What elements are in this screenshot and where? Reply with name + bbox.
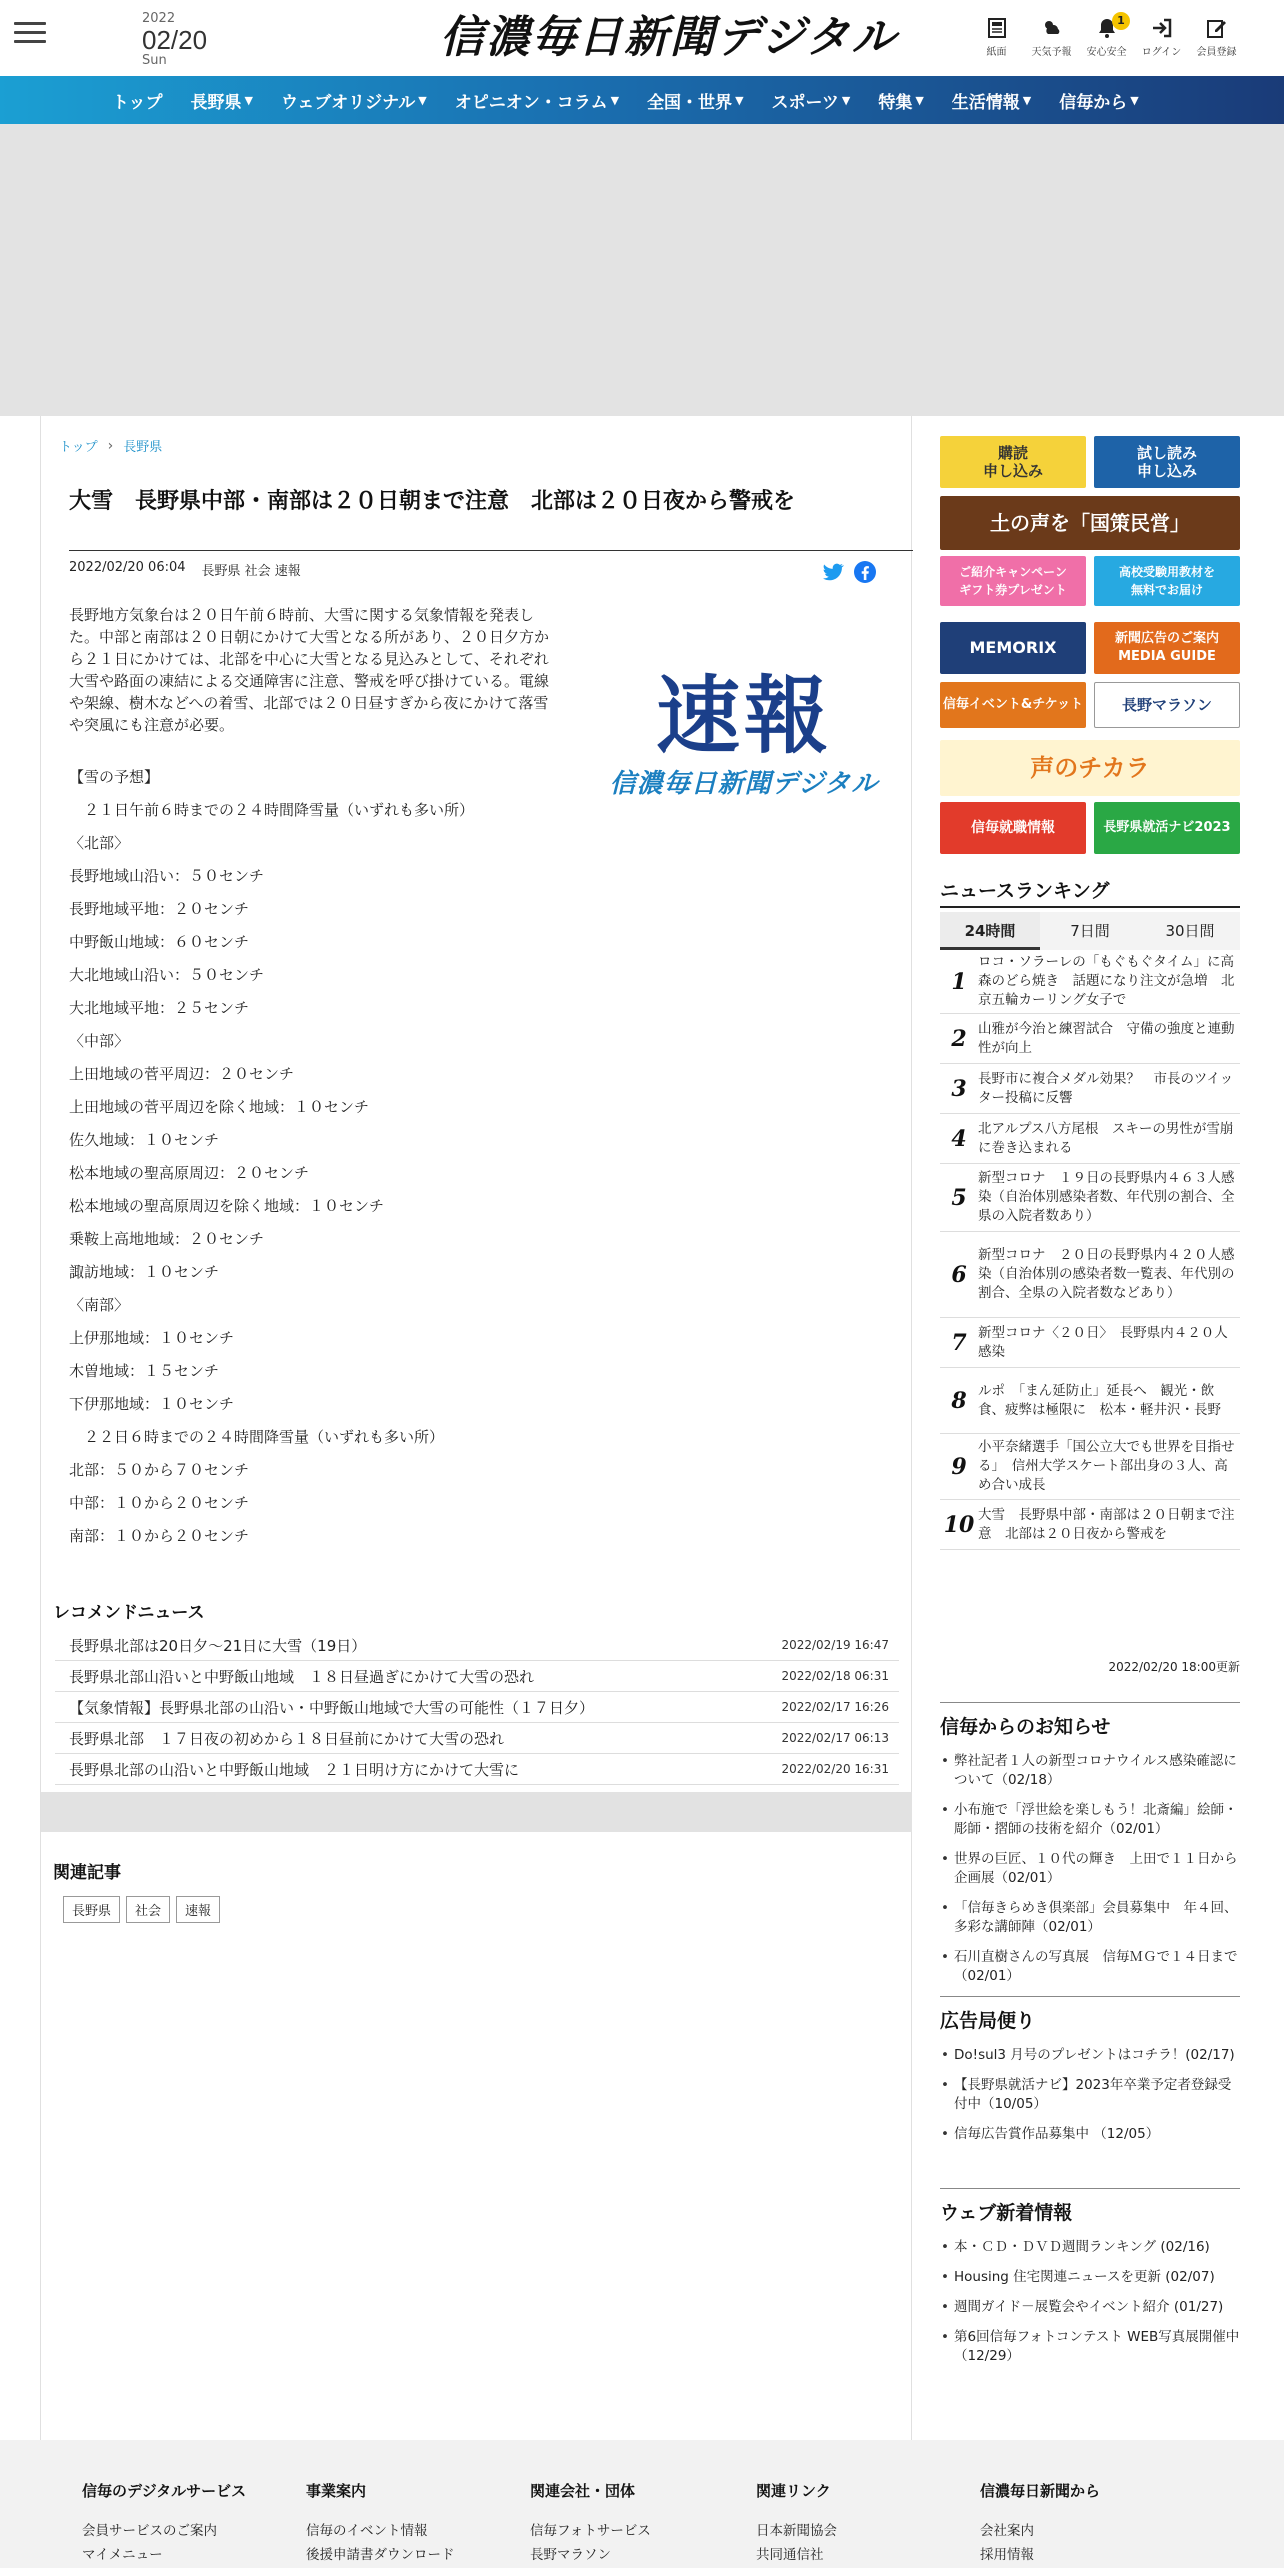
banner-label: 長野マラソン (1121, 696, 1212, 714)
header-icon-label: 天気予報 (1031, 47, 1072, 58)
article-line: 南部：１０から２０センチ (69, 1527, 250, 1545)
ranking-title: 北アルプス八方尾根 スキーの男性が雪崩に巻き込まれる (978, 1120, 1234, 1156)
recommend-item-date: 2022/02/20 16:31 (781, 1762, 889, 1776)
date-weekday: Sun (142, 53, 167, 68)
ranking-number: 4 (951, 1125, 967, 1152)
article-line: 上田地域の菅平周辺：２０センチ (69, 1065, 295, 1083)
banner-label: 信毎イベント&チケット (942, 697, 1084, 712)
footer-link[interactable]: 採用情報 (980, 2547, 1034, 2563)
ranking-item[interactable] (940, 1114, 1240, 1164)
notice-item[interactable]: • 弊社記者１人の新型コロナウイルス感染確認について（02/18） (940, 1752, 1240, 1790)
nav-item-label: 信毎から (1059, 92, 1128, 113)
article-line: 佐久地域：１０センチ (69, 1131, 220, 1149)
ranking-title: ロコ・ソラーレの「もぐもぐタイム」に高森のどら焼き 話題になり注文が急増 北京五輪カーリング女子で (978, 954, 1235, 1008)
ranking-number: 3 (951, 1075, 967, 1102)
breadcrumb-home[interactable]: トップ (59, 440, 98, 455)
banner-label: 信毎就職情報 (971, 820, 1055, 836)
article-body (69, 761, 889, 1553)
banner-label: 長野県就活ナビ2023 (1103, 820, 1231, 835)
caret-down-icon: ▼ (841, 93, 851, 107)
notice-item[interactable]: • 「信毎きらめき倶楽部」会員募集中 年４回、多彩な講師陣（02/01） (940, 1899, 1240, 1937)
webnew-item[interactable]: • Housing 住宅関連ニュースを更新 (02/07) (940, 2268, 1240, 2287)
date-year: 2022 (142, 11, 176, 26)
ranking-item[interactable] (940, 1318, 1240, 1368)
register-icon (1205, 16, 1229, 40)
header-icon-label: 会員登録 (1196, 47, 1237, 58)
ranking-title: 新型コロナ ２０日の長野県内４２０人感染（自治体別の感染者数一覧表、年代別の割合、全県の入院者数などあり） (978, 1247, 1235, 1301)
article-line: 〈南部〉 (69, 1296, 130, 1314)
banner-label: 試し読み 申し込み (1136, 444, 1197, 480)
header-icon-label: 紙面 (986, 47, 1007, 58)
recommend-item[interactable] (55, 1692, 899, 1723)
footer-column-title: 関連会社・団体 (530, 2482, 636, 2500)
nav-item-from-shinmai[interactable] (1059, 88, 1138, 113)
banner-memorix[interactable] (940, 622, 1086, 674)
ranking-heading: ニュースランキング (940, 880, 1110, 902)
banner-tsuchi-no-koe[interactable] (940, 496, 1240, 550)
ads-item[interactable]: • 信毎広告賞作品募集中 （12/05） (940, 2125, 1240, 2144)
recommend-item-date: 2022/02/17 16:26 (781, 1700, 889, 1714)
header-weather-link[interactable] (1024, 16, 1079, 58)
recommend-item-title: 長野県北部 １７日夜の初めから１８日昼前にかけて大雪の恐れ (69, 1729, 505, 1748)
article-line: ２１日午前６時までの２４時間降雪量（いずれも多い所） (69, 801, 475, 819)
nav-item-label: 長野県 (190, 92, 242, 113)
nav-item-label: スポーツ (771, 92, 839, 113)
article-line: 中野飯山地域：６０センチ (69, 933, 250, 951)
article-line: 上田地域の菅平周辺を除く地域：１０センチ (69, 1098, 370, 1116)
ads-item[interactable]: • Do!sul3 月号のプレゼントはコチラ！(02/17) (940, 2046, 1240, 2065)
ranking-number: 1 (951, 968, 967, 995)
ranking-number: 6 (951, 1261, 967, 1288)
webnew-heading: ウェブ新着情報 (940, 2202, 1073, 2224)
tab-7d[interactable]: 7日間 (1070, 922, 1110, 940)
article-line: 木曽地域：１５センチ (69, 1362, 220, 1380)
site-footer (0, 2440, 1284, 2568)
header-icon-label: 安心安全 (1086, 47, 1127, 58)
webnew-list (940, 2238, 1240, 2377)
chevron-right-icon: › (107, 437, 114, 454)
tab-30d[interactable]: 30日間 (1165, 922, 1215, 940)
caret-down-icon: ▼ (915, 93, 924, 107)
article-datetime: 2022/02/20 06:04 (69, 560, 186, 575)
nav-item-label: トップ (112, 92, 163, 113)
breaking-news-mark: 速報 (655, 666, 832, 765)
ranking-tabs (940, 912, 1240, 950)
nav-item-feature[interactable] (878, 88, 923, 113)
ads-rule (940, 1996, 1240, 1997)
related-tags (63, 1896, 220, 1923)
recommend-item[interactable] (55, 1723, 899, 1754)
ranking-title: 大雪 長野県中部・南部は２０日朝まで注意 北部は２０日夜から警戒を (978, 1506, 1235, 1542)
banner-job-info[interactable] (940, 802, 1086, 854)
ranking-title: 新型コロナ １９日の長野県内４６３人感染（自治体別感染者数、年代別の割合、全県の入院者数あり） (978, 1170, 1235, 1224)
main-content (40, 416, 912, 2440)
footer-link[interactable]: マイメニュー (82, 2547, 163, 2563)
ranking-list (940, 950, 1240, 1550)
ranking-title: 小平奈緒選手「国公立大でも世界を目指せる」 信州大学スケート部出身の３人、高め合い成長 (978, 1439, 1235, 1493)
recommend-list (55, 1630, 899, 1785)
footer-link[interactable]: 会員サービスのご案内 (82, 2523, 217, 2539)
footer-link[interactable]: 信毎フォトサービス (530, 2523, 651, 2539)
global-nav (0, 76, 1284, 124)
site-header (0, 0, 1284, 76)
article-meta (69, 560, 301, 579)
article-line: 松本地域の聖高原周辺を除く地域：１０センチ (69, 1197, 385, 1215)
footer-column-title: 関連リンク (756, 2482, 831, 2500)
tab-24h[interactable]: 24時間 (940, 912, 1040, 950)
footer-link[interactable]: 会社案内 (980, 2523, 1034, 2539)
article-line: 下伊那地域：１０センチ (69, 1395, 235, 1413)
nav-item-national-world[interactable] (647, 88, 743, 113)
article-line: 大北地域山沿い：５０センチ (69, 966, 265, 984)
notice-item[interactable]: • 小布施で「浮世絵を楽しもう！北斎編」絵師・彫師・摺師の技術を紹介（02/01） (940, 1801, 1240, 1839)
breadcrumb (59, 436, 162, 455)
header-newspaper-link[interactable] (969, 16, 1024, 58)
login-icon (1150, 16, 1174, 40)
nav-item-label: 全国・世界 (647, 92, 733, 113)
webnew-item[interactable]: • 第6回信毎フォトコンテスト WEB写真展開催中（12/29） (940, 2328, 1240, 2366)
ranking-number: 2 (951, 1025, 967, 1052)
ads-heading: 広告局便り (940, 2010, 1036, 2032)
article-line: 〈中部〉 (69, 1032, 130, 1050)
nav-item-top[interactable] (112, 88, 163, 113)
article-line: 松本地域の聖高原周辺：２０センチ (69, 1164, 310, 1182)
recommend-item[interactable] (55, 1630, 899, 1661)
footer-column (82, 2480, 246, 2567)
article-line: 大北地域平地：２５センチ (69, 999, 250, 1017)
webnew-rule (940, 2188, 1240, 2189)
webnew-item[interactable]: • 本・ＣＤ・ＤＶＤ週間ランキング (02/16) (940, 2238, 1240, 2257)
banner-events-tickets[interactable] (940, 682, 1086, 728)
nav-item-label: オピニオン・コラム (454, 92, 608, 113)
footer-link[interactable]: 信毎のイベント情報 (306, 2523, 428, 2539)
banner-shukatsu-navi[interactable] (1094, 802, 1240, 854)
article-categories: 長野県 社会 速報 (201, 564, 301, 579)
header-icon-label: ログイン (1141, 47, 1182, 58)
facebook-icon[interactable] (853, 560, 877, 584)
ranking-title: 新型コロナ〈２０日〉 長野県内４２０人感染 (978, 1324, 1228, 1360)
banner-label: 土の声を「国策民営」 (990, 511, 1190, 535)
ad-placeholder-inline (41, 1792, 912, 1832)
ranking-number: 7 (951, 1329, 967, 1356)
recommend-heading: レコメンドニュース (53, 1603, 205, 1623)
article-line: 〈北部〉 (69, 834, 130, 852)
article-line: 中部：１０から２０センチ (69, 1494, 250, 1512)
nav-item-nagano[interactable] (191, 88, 253, 113)
nav-item-label: ウェブオリジナル (280, 92, 416, 113)
weather-icon (1040, 16, 1064, 40)
banner-trial[interactable] (1094, 436, 1240, 488)
ranking-item[interactable] (940, 1434, 1240, 1500)
article-line: ２２日６時までの２４時間降雪量（いずれも多い所） (69, 1428, 445, 1446)
recommend-item-title: 長野県北部の山沿いと中野飯山地域 ２１日明け方にかけて大雪に (69, 1760, 520, 1779)
article-line: 北部：５０から７０センチ (69, 1461, 250, 1479)
date-display (142, 12, 207, 68)
article-line: 乗鞍上高地地域：２０センチ (69, 1230, 265, 1248)
ranking-item[interactable] (940, 1368, 1240, 1434)
footer-column-title: 事業案内 (306, 2482, 367, 2500)
ranking-number: 5 (951, 1184, 967, 1211)
ranking-number: 8 (951, 1387, 967, 1414)
breadcrumb-current[interactable]: 長野県 (123, 440, 163, 455)
breaking-news-brand: 信濃毎日新聞デジタル (609, 769, 879, 799)
banner-label: MEMORIX (969, 638, 1057, 657)
ranking-item[interactable] (940, 1164, 1240, 1232)
footer-link[interactable]: 長野マラソン (530, 2547, 611, 2563)
site-logo[interactable]: 信濃毎日新聞デジタル (440, 12, 898, 63)
recommend-item-title: 長野県北部は20日夕～21日に大雪（19日） (69, 1636, 367, 1655)
ads-list (940, 2046, 1240, 2155)
tag-breaking[interactable]: 速報 (176, 1896, 220, 1923)
article-line: 諏訪地域：１０センチ (69, 1263, 220, 1281)
caret-down-icon: ▼ (1022, 93, 1032, 107)
ranking-title: 長野市に複合メダル効果？ 市長のツイッター投稿に反響 (978, 1070, 1234, 1106)
ranking-number: 10 (943, 1511, 975, 1538)
banner-exam-materials[interactable] (1094, 556, 1240, 606)
notices-heading: 信毎からのお知らせ (940, 1716, 1111, 1738)
recommend-item-title: 【気象情報】長野県北部の山沿い・中野飯山地域で大雪の可能性（１７日夕） (69, 1698, 595, 1717)
nav-item-web-original[interactable] (281, 88, 427, 113)
recommend-item-date: 2022/02/19 16:47 (781, 1638, 889, 1652)
notices-rule (940, 1702, 1240, 1703)
banner-nagano-marathon[interactable] (1094, 682, 1240, 728)
banner-label: 購読 申し込み (982, 444, 1043, 480)
date-month-day: 02/20 (142, 25, 208, 55)
article-line: 上伊那地域：１０センチ (69, 1329, 235, 1347)
banner-referral[interactable] (940, 556, 1086, 606)
nav-item-label: 生活情報 (951, 92, 1020, 113)
banner-media-guide[interactable] (1094, 622, 1240, 674)
footer-column (980, 2480, 1100, 2567)
footer-column-title: 信毎のデジタルサービス (82, 2482, 247, 2500)
nav-item-lifestyle[interactable] (952, 88, 1031, 113)
ads-item[interactable]: • 【長野県就活ナビ】2023年卒業予定者登録受付中（10/05） (940, 2076, 1240, 2114)
footer-column (756, 2480, 837, 2567)
caret-down-icon: ▼ (418, 93, 427, 107)
ad-placeholder (0, 124, 1284, 416)
ranking-item[interactable] (940, 1064, 1240, 1114)
footer-link[interactable]: 後援申請書ダウンロード (306, 2547, 455, 2563)
caret-down-icon: ▼ (610, 93, 620, 107)
nav-item-label: 特集 (878, 92, 913, 113)
newspaper-icon (985, 16, 1009, 40)
banner-label: 新聞広告のご案内 MEDIA GUIDE (1114, 631, 1219, 664)
nav-item-opinion[interactable] (455, 88, 619, 113)
webnew-item[interactable]: • 週間ガイド－展覧会やイベント紹介 (01/27) (940, 2298, 1240, 2317)
recommend-item-date: 2022/02/18 06:31 (781, 1669, 889, 1683)
caret-down-icon: ▼ (1130, 93, 1139, 107)
title-divider (69, 550, 913, 551)
banner-subscribe[interactable] (940, 436, 1086, 488)
ranking-item[interactable] (940, 950, 1240, 1014)
recommend-item[interactable] (55, 1661, 899, 1692)
share-buttons (821, 560, 877, 584)
article-title: 大雪 長野県中部・南部は２０日朝まで注意 北部は２０日夜から警戒を (69, 489, 796, 514)
footer-link[interactable]: 共同通信社 (756, 2547, 824, 2563)
header-login-link[interactable] (1134, 16, 1189, 58)
recommend-item-date: 2022/02/17 06:13 (781, 1731, 889, 1745)
caret-down-icon: ▼ (735, 93, 744, 107)
ranking-title: ルポ 「まん延防止」延長へ 観光・飲食、疲弊は極限に 松本・軽井沢・長野 (978, 1382, 1221, 1418)
notification-badge: 1 (1112, 12, 1130, 30)
recommend-item-title: 長野県北部山沿いと中野飯山地域 １８日昼過ぎにかけて大雪の恐れ (69, 1667, 535, 1686)
footer-link[interactable]: 日本新聞協会 (756, 2523, 837, 2539)
header-icons (969, 16, 1244, 58)
recommend-item[interactable] (55, 1754, 899, 1785)
banner-label: 高校受験用教材を 無料でお届け (1118, 565, 1215, 597)
menu-icon[interactable] (14, 22, 46, 44)
ranking-rule (940, 906, 1240, 908)
footer-column (306, 2480, 455, 2567)
caret-down-icon: ▼ (244, 93, 253, 107)
related-heading: 関連記事 (53, 1863, 121, 1883)
ranking-item[interactable] (940, 1014, 1240, 1064)
article-line: 【雪の予想】 (69, 768, 160, 786)
notices-list (940, 1752, 1240, 1997)
banner-label: 声のチカラ (1030, 754, 1150, 782)
banner-koe-no-chikara[interactable] (940, 740, 1240, 796)
footer-column (530, 2480, 651, 2567)
article-lead: 長野地方気象台は２０日午前６時前、大雪に関する気象情報を発表した。中部と南部は２０日朝にかけて大雪となる所があり、２０日夕方から２１日にかけては、北部を中心に大雪となる見込みとして、それぞれ大雪や路面の凍結による交通障害に注意、警戒を呼び掛けている。電線や架線、樹木などへの着雪、北部では２０日昼すぎから夜にかけて落雪や突風にも注意が必要。 (69, 606, 550, 734)
article-line: 長野地域平地：２０センチ (69, 900, 250, 918)
notice-item[interactable]: • 石川直樹さんの写真展 信毎ＭＧで１４日まで（02/01） (940, 1948, 1240, 1986)
ranking-item[interactable] (940, 1500, 1240, 1550)
header-safety-link[interactable] (1079, 16, 1134, 58)
ranking-updated: 2022/02/20 18:00更新 (1108, 1660, 1240, 1674)
notice-item[interactable]: • 世界の巨匠、１０代の輝き 上田で１１日から企画展（02/01） (940, 1850, 1240, 1888)
footer-column-title: 信濃毎日新聞から (980, 2482, 1101, 2500)
tag-nagano[interactable]: 長野県 (63, 1896, 120, 1923)
banner-label: ご紹介キャンペーン ギフト券プレゼント (959, 565, 1067, 597)
tag-society[interactable]: 社会 (126, 1896, 170, 1923)
header-register-link[interactable] (1189, 16, 1244, 58)
article-line: 長野地域山沿い：５０センチ (69, 867, 265, 885)
nav-item-sports[interactable] (772, 88, 851, 113)
ranking-title: 山雅が今治と練習試合 守備の強度と連動性が向上 (978, 1020, 1235, 1056)
ranking-item[interactable] (940, 1232, 1240, 1318)
twitter-icon[interactable] (821, 560, 845, 584)
ranking-number: 9 (951, 1453, 967, 1480)
